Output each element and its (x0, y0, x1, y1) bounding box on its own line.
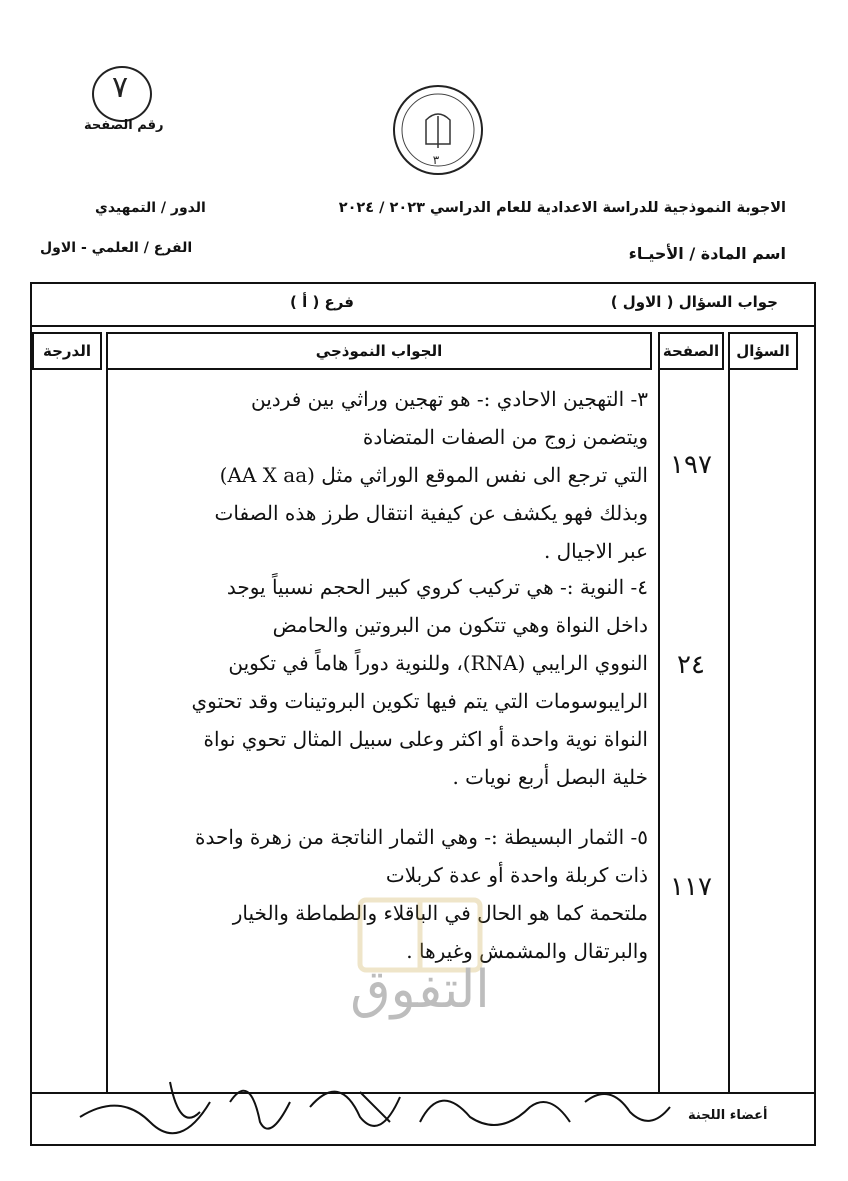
answer-line: داخل النواة وهي تتكون من البروتين والحامض (272, 613, 648, 637)
answer-line: النواة نوية واحدة أو اكثر وعلى سبيل المثال تحوي نواة (203, 727, 648, 751)
answer-line: النووي الرايبي (RNA)، وللنوية دوراً هاماً في تكوين (228, 651, 648, 675)
answer-line: الرايبوسومات التي يتم فيها تكوين البروتينات وقد تحتوي (191, 689, 648, 713)
center-emblem-stamp (366, 58, 506, 188)
answer-block (192, 568, 648, 796)
column-header-page: الصفحة (658, 332, 724, 370)
subject-name: اسم المادة / الأحيـاء (628, 244, 786, 263)
answer-line: خلية البصل أربع نويات . (452, 765, 648, 789)
answer-line: ٥- الثمار البسيطة :- وهي الثمار الناتجة من زهرة واحدة (195, 825, 648, 849)
column-divider (106, 370, 108, 1092)
exam-round: الدور / التمهيدي (95, 200, 206, 216)
answer-line: وبذلك فهو يكشف عن كيفية انتقال طرز هذه الصفات (214, 501, 648, 525)
page-number-label: رقم الصفحة (84, 118, 164, 133)
document-heading: الاجوبة النموذجية للدراسة الاعدادية للعام الدراسي ٢٠٢٣ / ٢٠٢٤ (338, 200, 786, 216)
answer-line: ٣- التهجين الاحادي :- هو تهجين وراثي بين فردين (251, 387, 648, 411)
answer-line: ذات كربلة واحدة أو عدة كربلات (385, 863, 648, 887)
watermark-text: التفوق (350, 960, 490, 1020)
column-header-grade: الدرجة (32, 332, 102, 370)
page-reference: ١٩٧ (670, 450, 712, 480)
answer-line: عبر الاجيال . (543, 539, 648, 563)
answer-line: ويتضمن زوج من الصفات المتضادة (362, 425, 648, 449)
committee-signatures (60, 1062, 680, 1157)
svg-text:٣: ٣ (432, 153, 440, 167)
page-number: ٧ (111, 70, 129, 105)
column-divider (728, 370, 730, 1092)
column-header-question: السؤال (728, 332, 798, 370)
answer-line: ملتحمة كما هو الحال في الباقلاء والطماطة والخيار (232, 901, 648, 925)
answer-block (215, 380, 648, 570)
branch-name: الفرع / العلمي - الاول (40, 240, 193, 256)
answer-line: التي ترجع الى نفس الموقع الوراثي مثل (AA X aa) (219, 463, 648, 487)
answer-line: والبرتقال والمشمش وغيرها . (406, 939, 648, 963)
page-reference: ٢٤ (677, 650, 705, 680)
column-header-model-answer: الجواب النموذجي (106, 332, 652, 370)
title-divider (30, 325, 816, 327)
committee-members-label: أعضاء اللجنة (688, 1108, 768, 1123)
branch-field: فرع ( أ ) (290, 293, 354, 311)
question-title: جواب السؤال ( الاول ) (610, 293, 778, 311)
answer-line: ٤- النوية :- هي تركيب كروي كبير الحجم نسبياً يوجد (226, 575, 648, 599)
page-reference: ١١٧ (670, 872, 712, 902)
